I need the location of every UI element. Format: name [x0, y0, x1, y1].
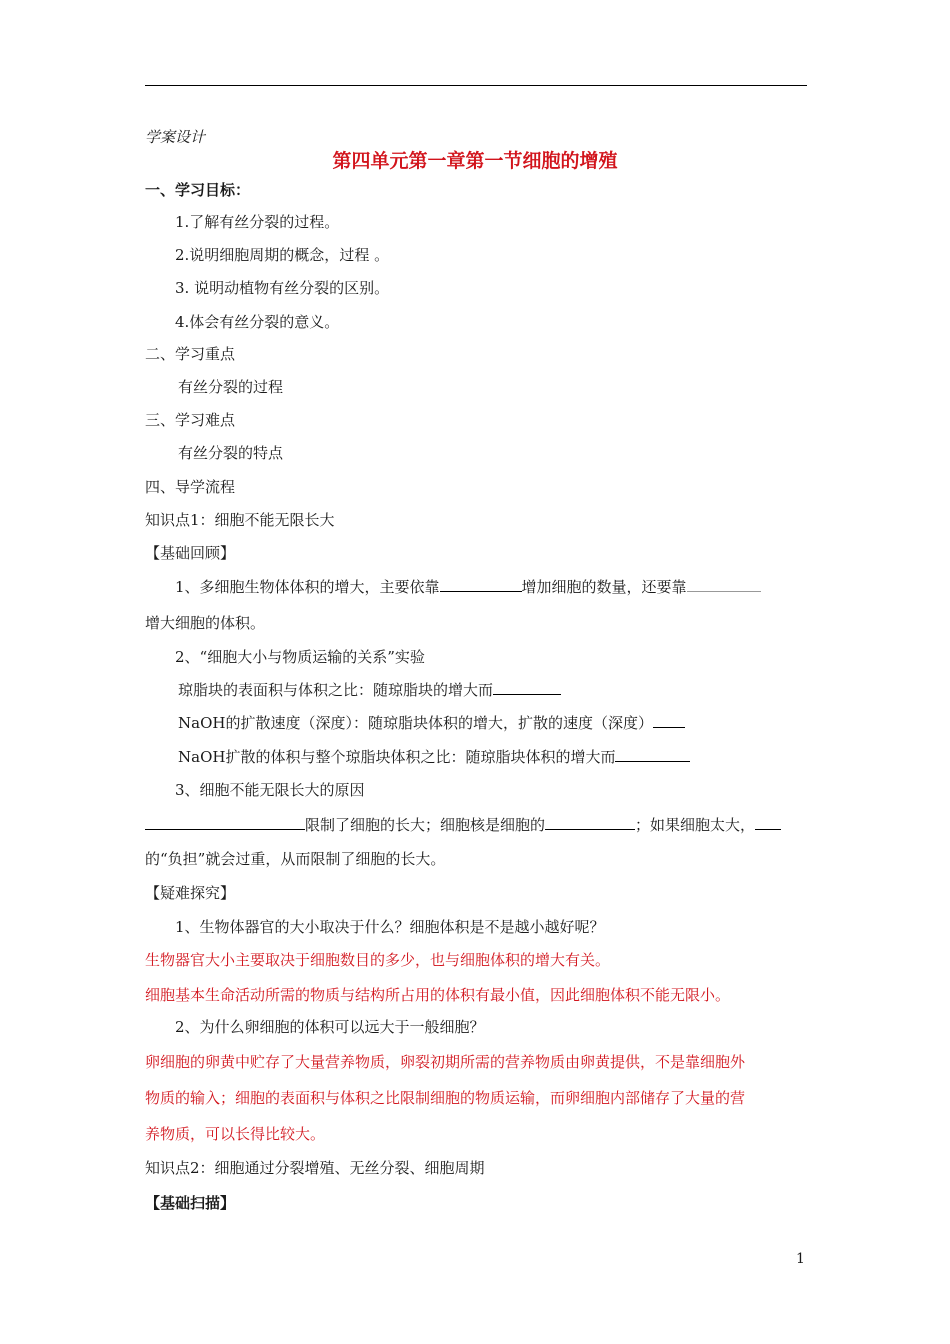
fill-blank[interactable]	[545, 815, 635, 830]
page-number: 1	[796, 1251, 805, 1267]
review-q3-text-b: ；如果细胞太大，	[635, 816, 756, 834]
review-q1-part-a: 1、多细胞生物体体积的增大，主要依靠	[175, 578, 440, 596]
fill-blank[interactable]	[615, 747, 690, 762]
review-q2-text-b: NaOH的扩散速度（深度）：随琼脂块体积的增大，扩散的速度（深度）	[178, 714, 653, 732]
review-q1-part-c: 增大细胞的体积。	[145, 614, 266, 632]
review-q3-line	[145, 815, 781, 835]
section-heading-flow: 四、导学流程	[145, 478, 236, 496]
section-heading-key-points: 二、学习重点	[145, 345, 236, 363]
explore-answer-1-line-1: 生物器官大小主要取决于细胞数目的多少，也与细胞体积的增大有关。	[145, 951, 611, 969]
objective-2: 2.说明细胞周期的概念，过程 。	[175, 246, 390, 264]
explore-question-1: 1、生物体器官的大小取决于什么？细胞体积是不是越小越好呢？	[175, 918, 605, 936]
knowledge-point-1-title: 知识点1：细胞不能无限长大	[145, 511, 335, 529]
basic-scan-heading: 【基础扫描】	[145, 1194, 236, 1212]
knowledge-point-2-title: 知识点2：细胞通过分裂增殖、无丝分裂、细胞周期	[145, 1159, 485, 1177]
review-q2-line-c	[178, 747, 690, 767]
review-q2-text-a: 琼脂块的表面积与体积之比：随琼脂块的增大而	[178, 681, 494, 699]
review-q3-text-a: 限制了细胞的长大；细胞核是细胞的	[305, 816, 546, 834]
difficulty-text: 有丝分裂的特点	[178, 444, 284, 462]
review-question-3: 3、细胞不能无限长大的原因	[175, 781, 365, 799]
review-question-2: 2、“细胞大小与物质运输的关系”实验	[175, 648, 425, 666]
explore-heading: 【疑难探究】	[145, 884, 236, 902]
basic-review-heading: 【基础回顾】	[145, 544, 236, 562]
fill-blank[interactable]	[493, 680, 561, 695]
objective-3: 3. 说明动植物有丝分裂的区别。	[175, 279, 390, 297]
review-q2-line-a	[178, 680, 561, 700]
fill-blank[interactable]	[145, 815, 305, 830]
fill-blank[interactable]	[653, 713, 685, 728]
section-heading-difficulties: 三、学习难点	[145, 411, 236, 429]
explore-answer-1-line-2: 细胞基本生命活动所需的物质与结构所占用的体积有最小值，因此细胞体积不能无限小。	[145, 986, 731, 1004]
fill-blank[interactable]	[755, 815, 781, 830]
review-question-1	[175, 577, 761, 597]
header-label: 学案设计	[145, 128, 206, 146]
review-q2-text-c: NaOH扩散的体积与整个琼脂块体积之比：随琼脂块体积的增大而	[178, 748, 616, 766]
fill-blank[interactable]	[440, 577, 522, 592]
fill-blank[interactable]	[687, 577, 761, 592]
header-rule	[145, 85, 807, 86]
review-q3-part-c: 的“负担”就会过重，从而限制了细胞的长大。	[145, 850, 446, 868]
objective-1: 1.了解有丝分裂的过程。	[175, 213, 340, 231]
explore-answer-2-line-3: 养物质，可以长得比较大。	[145, 1125, 326, 1143]
page-title: 第四单元第一章第一节细胞的增殖	[332, 150, 618, 172]
explore-answer-2-line-2: 物质的输入；细胞的表面积与体积之比限制细胞的物质运输，而卵细胞内部储存了大量的营	[145, 1089, 746, 1107]
review-q2-line-b	[178, 713, 685, 733]
section-heading-objectives: 一、学习目标：	[145, 181, 251, 199]
explore-answer-2-line-1: 卵细胞的卵黄中贮存了大量营养物质，卵裂初期所需的营养物质由卵黄提供，不是靠细胞外	[145, 1053, 746, 1071]
explore-question-2: 2、为什么卵细胞的体积可以远大于一般细胞？	[175, 1018, 485, 1036]
review-q1-part-b: 增加细胞的数量，还要靠	[521, 578, 687, 596]
objective-4: 4.体会有丝分裂的意义。	[175, 313, 340, 331]
key-point-text: 有丝分裂的过程	[178, 378, 284, 396]
